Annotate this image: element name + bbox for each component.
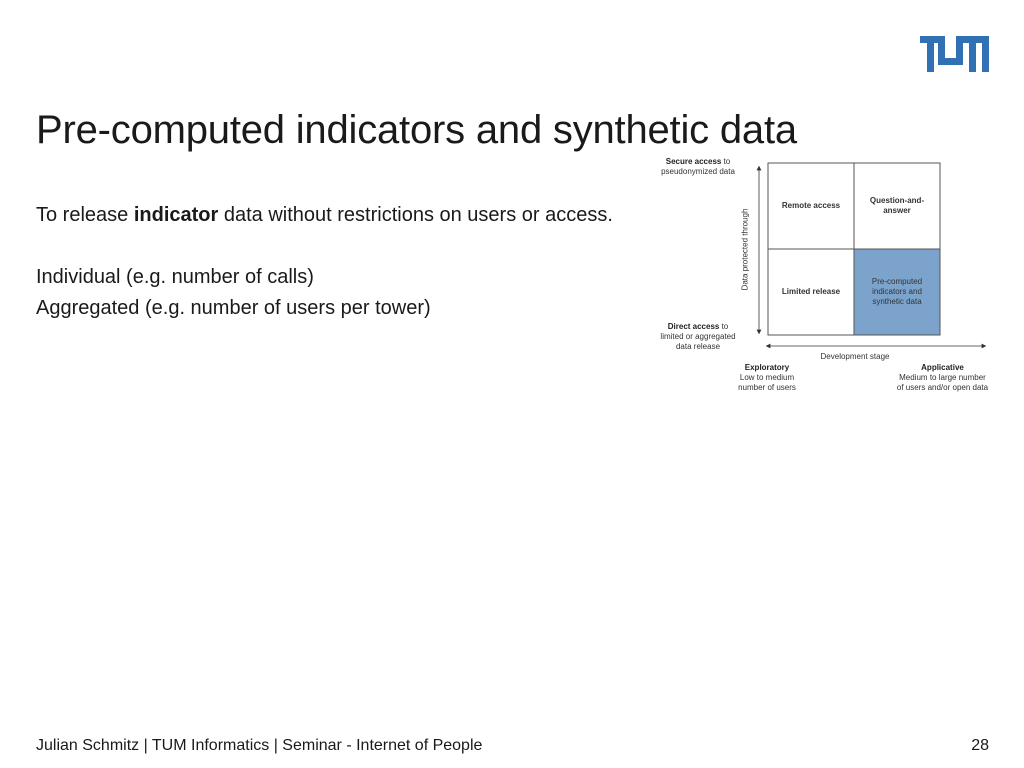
y-axis-label: Data protected through xyxy=(740,208,750,291)
cell-limited-release: Limited release xyxy=(781,287,841,296)
label-text: pseudonymized data xyxy=(661,167,735,176)
cell-text: indicators and xyxy=(872,287,922,296)
label-text: number of users xyxy=(738,383,796,392)
label-bold: Applicative xyxy=(921,363,964,372)
page-number: 28 xyxy=(971,737,989,754)
label-text: Medium to large number xyxy=(899,373,986,382)
exploratory-label xyxy=(722,363,812,393)
cell-text: Question-and- xyxy=(869,196,925,205)
tum-logo xyxy=(920,36,989,72)
label-text: to xyxy=(719,322,729,331)
release-paragraph xyxy=(36,200,636,231)
applicative-label xyxy=(885,363,1000,393)
cell-remote-access: Remote access xyxy=(781,201,841,210)
secure-access-label xyxy=(650,157,746,177)
label-bold: Secure access xyxy=(665,157,722,166)
text-span: data without restrictions on users or access. xyxy=(218,204,613,226)
x-axis-label: Development stage xyxy=(820,352,890,361)
aggregated-line: Aggregated (e.g. number of users per tower) xyxy=(36,297,431,319)
slide-body xyxy=(36,200,636,324)
label-bold: Direct access xyxy=(667,322,720,331)
direct-access-label xyxy=(650,322,746,352)
label-text: Low to medium xyxy=(739,373,795,382)
cell-text: Pre-computed xyxy=(871,277,923,286)
label-bold: Exploratory xyxy=(744,363,790,372)
bold-term: indicator xyxy=(133,204,219,226)
label-text: to xyxy=(721,157,731,166)
cell-text: synthetic data xyxy=(872,297,922,306)
individual-line: Individual (e.g. number of calls) xyxy=(36,266,314,288)
label-text: limited or aggregated xyxy=(660,332,736,341)
cell-pre-computed xyxy=(854,249,940,335)
cell-question-and-answer xyxy=(854,163,940,249)
label-text: of users and/or open data xyxy=(896,383,989,392)
label-text: data release xyxy=(675,342,721,351)
slide-title: Pre-computed indicators and synthetic data xyxy=(36,108,797,152)
text-span: To release xyxy=(36,204,134,226)
cell-text: answer xyxy=(883,206,911,215)
access-matrix-figure xyxy=(650,152,1000,397)
footer-text: Julian Schmitz | TUM Informatics | Seminar - Internet of People xyxy=(36,737,483,754)
